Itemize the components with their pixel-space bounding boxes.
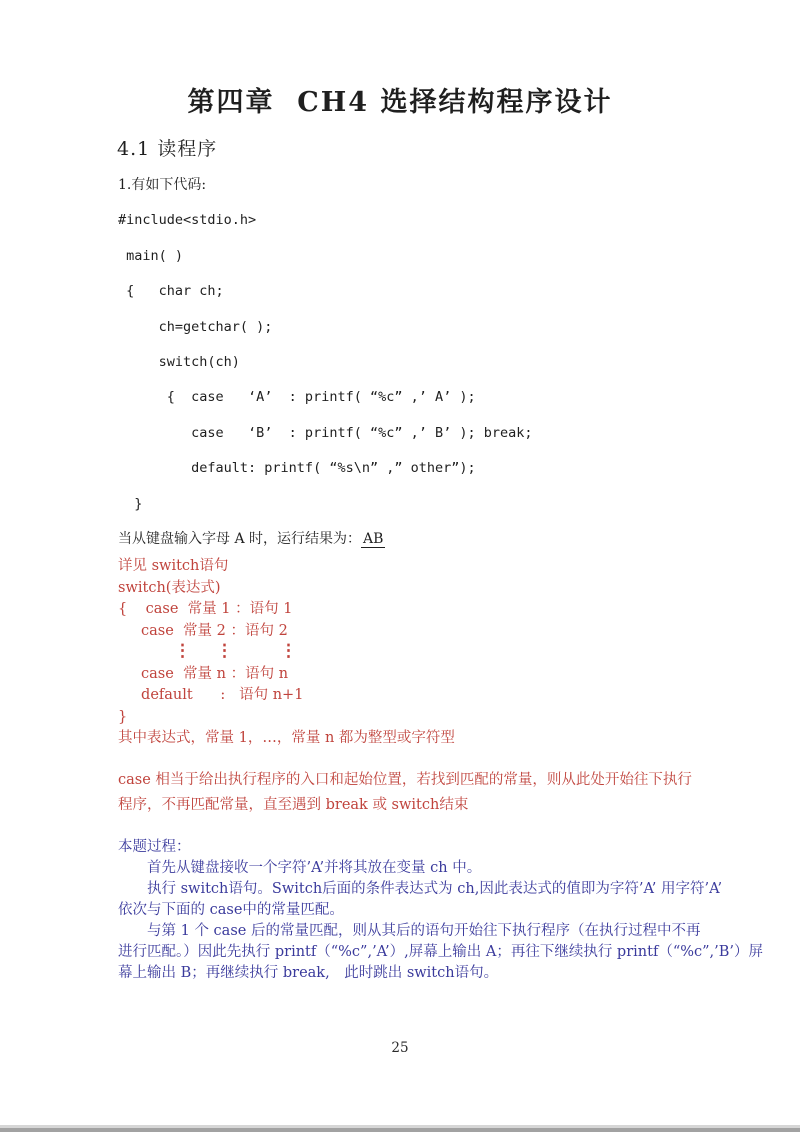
syntax-line: switch(表达式) (118, 579, 221, 596)
syntax-line: case 常量 n ：语句 n (118, 665, 289, 682)
process-explanation-block (118, 838, 764, 985)
process-line: 首先从键盘接收一个字符’A’并将其放在变量 ch 中。 (118, 860, 482, 876)
section-heading: 4.1 读程序 (117, 138, 218, 160)
switch-syntax-block (118, 557, 738, 751)
explanation-line: 程序，不再匹配常量，直至遇到 break 或 switch结束 (118, 796, 469, 813)
process-line: 幕上输出 B；再继续执行 break, 此时跳出 switch语句。 (118, 965, 499, 981)
vertical-ellipsis-icon: ⋮ (216, 641, 233, 661)
code-line: ch=getchar( ); (118, 318, 273, 335)
syntax-line: case 常量 2 ：语句 2 (118, 622, 288, 639)
code-line: #include<stdio.h> (118, 212, 257, 229)
page-number: 25 (391, 1040, 409, 1056)
vertical-ellipsis-icon: ⋮ (280, 641, 297, 661)
syntax-line: { case 常量 1 ：语句 1 (118, 601, 293, 617)
code-line: main( ) (118, 247, 184, 264)
code-line: { char ch; (118, 283, 224, 300)
vertical-ellipsis-icon: ⋮ (174, 641, 191, 661)
syntax-line: default : 语句 n+1 (118, 687, 304, 703)
run-result-value: AB (363, 530, 384, 547)
case-explanation-paragraph (118, 770, 708, 819)
process-line: 与第 1 个 case 后的常量匹配，则从其后的语句开始往下执行程序（在执行过程中不再 (118, 923, 701, 939)
code-listing-block (118, 177, 738, 566)
process-line: 执行 switch语句。Switch后面的条件表达式为 ch,因此表达式的值即为字符’A’ 用字符’A’ (118, 881, 723, 897)
scan-edge-strip (0, 1125, 800, 1132)
vertical-ellipsis-row (118, 643, 738, 665)
run-result-prefix: 当从键盘输入字母 A 时，运行结果为： (118, 530, 362, 547)
syntax-line: } (118, 708, 128, 725)
process-line: 依次与下面的 case中的常量匹配。 (118, 902, 344, 918)
explanation-line: case 相当于给出执行程序的入口和起始位置，若找到匹配的常量，则从此处开始往下执行 (118, 772, 692, 788)
code-line: case ‘B’ : printf( “%c” ,’ B’ ); break; (118, 424, 533, 441)
intro-line: 1.有如下代码: (118, 177, 207, 193)
process-line: 进行匹配。）因此先执行 printf（“%c”,’A’）,屏幕上输出 A；再往下继续执行 printf（“%c”,’B’）屏 (118, 944, 764, 960)
process-heading: 本题过程： (118, 839, 191, 855)
code-line: { case ‘A’ : printf( “%c” ,’ A’ ); (118, 389, 476, 406)
syntax-footnote: 其中表达式，常量 1，…，常量 n 都为整型或字符型 (118, 730, 455, 746)
code-line: default: printf( “%s\n” ,” other”); (118, 460, 476, 477)
chapter-title: 第四章 CH4 选择结构程序设计 (187, 87, 613, 118)
switch-note-heading: 详见 switch语句 (118, 558, 229, 574)
code-line: switch(ch) (118, 353, 240, 370)
code-line: } (118, 495, 143, 512)
scan-edge-dark (0, 1128, 800, 1132)
